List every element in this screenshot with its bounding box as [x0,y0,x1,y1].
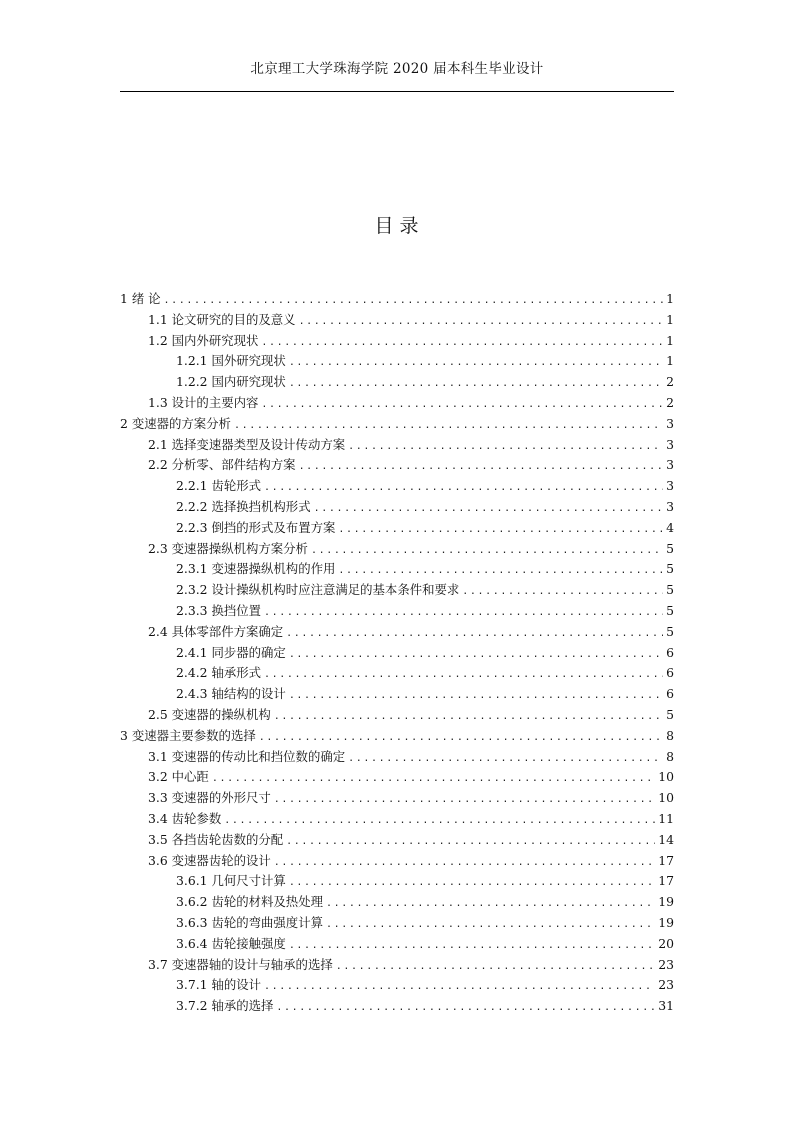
toc-entry[interactable] [120,476,674,497]
toc-entry[interactable] [120,435,674,456]
toc-entry-label: 1.2.1 国外研究现状 [176,353,286,369]
table-of-contents [120,289,674,1017]
toc-leader-dots [261,333,663,354]
toc-entry-label: 2 变速器的方案分析 [120,415,231,431]
running-header: 北京理工大学珠海学院 2020 届本科生毕业设计 [250,61,544,77]
toc-leader-dots [289,645,663,666]
toc-entry-page: 5 [666,706,674,722]
toc-entry[interactable] [120,851,674,872]
toc-entry-page: 2 [666,394,674,410]
toc-entry-page: 23 [658,956,674,972]
toc-entry[interactable] [120,559,674,580]
toc-entry-label: 2.3.1 变速器操纵机构的作用 [176,561,336,577]
toc-entry[interactable] [120,747,674,768]
toc-entry-label: 2.4 具体零部件方案确定 [148,623,284,639]
toc-entry-label: 2.3.3 换挡位置 [176,602,262,618]
toc-leader-dots [264,977,655,998]
toc-leader-dots [326,915,655,936]
toc-entry-page: 8 [666,727,674,743]
toc-entry-page: 1 [666,311,674,327]
toc-leader-dots [289,936,655,957]
toc-entry-label: 3.4 齿轮参数 [148,810,222,826]
toc-entry[interactable] [120,871,674,892]
toc-entry[interactable] [120,622,674,643]
toc-leader-dots [462,582,663,603]
toc-entry-page: 3 [666,457,674,473]
toc-entry[interactable] [120,975,674,996]
toc-entry-label: 3.7.1 轴的设计 [176,977,262,993]
toc-entry-label: 2.4.2 轴承形式 [176,665,262,681]
toc-entry-label: 1.3 设计的主要内容 [148,394,259,410]
toc-entry-label: 3.1 变速器的传动比和挡位数的确定 [148,748,346,764]
toc-entry-page: 10 [658,790,674,806]
toc-leader-dots [274,790,655,811]
toc-entry[interactable] [120,643,674,664]
toc-entry[interactable] [120,767,674,788]
toc-leader-dots [274,707,663,728]
toc-entry-page: 19 [658,914,674,930]
toc-entry-page: 20 [658,935,674,951]
toc-leader-dots [264,478,663,499]
toc-entry-label: 3.3 变速器的外形尺寸 [148,790,271,806]
toc-entry-page: 1 [666,332,674,348]
toc-entry-label: 2.2.1 齿轮形式 [176,478,262,494]
toc-entry-page: 10 [658,769,674,785]
toc-leader-dots [338,561,663,582]
toc-entry-page: 1 [666,291,674,306]
toc-entry-page: 4 [666,519,674,535]
toc-leader-dots [286,624,663,645]
toc-entry[interactable] [120,455,674,476]
toc-entry[interactable] [120,372,674,393]
toc-leader-dots [261,395,663,416]
toc-entry-page: 2 [666,374,674,390]
toc-entry-page: 17 [658,873,674,889]
toc-leader-dots [311,541,663,562]
toc-entry-label: 3.5 各挡齿轮齿数的分配 [148,831,284,847]
toc-entry-label: 3.6.3 齿轮的弯曲强度计算 [176,914,323,930]
toc-leader-dots [212,769,655,790]
toc-leader-dots [336,957,655,978]
toc-entry[interactable] [120,684,674,705]
toc-entry-page: 3 [666,478,674,494]
toc-leader-dots [276,998,655,1019]
toc-entry-label: 3.7.2 轴承的选择 [176,998,274,1014]
toc-entry-label: 2.2 分析零、部件结构方案 [148,457,296,473]
toc-leader-dots [299,457,663,478]
toc-entry-label: 2.3 变速器操纵机构方案分析 [148,540,308,556]
toc-entry[interactable] [120,331,674,352]
toc-entry-label: 3.2 中心距 [148,769,209,785]
toc-entry[interactable] [120,788,674,809]
toc-entry[interactable] [120,892,674,913]
toc-entry-page: 11 [658,810,674,826]
toc-entry-page: 23 [658,977,674,993]
toc-entry-label: 3.6.4 齿轮接触强度 [176,935,286,951]
toc-entry[interactable] [120,518,674,539]
toc-entry[interactable] [120,705,674,726]
toc-leader-dots [289,374,663,395]
header-rule [120,91,674,92]
toc-entry[interactable] [120,601,674,622]
toc-entry-label: 1.2 国内外研究现状 [148,332,259,348]
toc-entry-page: 1 [666,353,674,369]
toc-entry-label: 1 绪 论 [120,291,161,306]
toc-entry-page: 3 [666,498,674,514]
toc-leader-dots [264,603,663,624]
toc-entry[interactable] [120,726,674,747]
toc-entry[interactable] [120,934,674,955]
toc-entry-label: 3.6 变速器齿轮的设计 [148,852,271,868]
toc-entry-label: 1.1 论文研究的目的及意义 [148,311,296,327]
toc-leader-dots [348,749,663,770]
toc-entry-label: 3.6.2 齿轮的材料及热处理 [176,894,323,910]
toc-entry-page: 6 [666,686,674,702]
toc-entry-page: 5 [666,582,674,598]
toc-entry-label: 2.4.3 轴结构的设计 [176,686,286,702]
toc-entry[interactable] [120,289,674,310]
toc-entry-page: 14 [658,831,674,847]
toc-entry-page: 5 [666,602,674,618]
toc-entry[interactable] [120,414,674,435]
toc-entry-page: 5 [666,623,674,639]
toc-leader-dots [259,728,663,749]
toc-entry[interactable] [120,913,674,934]
toc-leader-dots [274,853,655,874]
toc-entry[interactable] [120,955,674,976]
toc-entry-label: 2.2.2 选择换挡机构形式 [176,498,311,514]
toc-entry[interactable] [120,310,674,331]
toc-entry-label: 2.2.3 倒挡的形式及布置方案 [176,519,336,535]
toc-leader-dots [338,520,663,541]
toc-entry-page: 3 [666,436,674,452]
toc-leader-dots [299,312,663,333]
toc-leader-dots [348,437,663,458]
toc-title: 目 录 [374,215,419,237]
toc-entry-label: 3 变速器主要参数的选择 [120,727,256,743]
toc-leader-dots [224,811,655,832]
toc-entry[interactable] [120,497,674,518]
toc-leader-dots [289,873,655,894]
toc-entry[interactable] [120,580,674,601]
toc-entry[interactable] [120,351,674,372]
toc-leader-dots [289,686,663,707]
toc-leader-dots [264,665,663,686]
toc-entry-label: 1.2.2 国内研究现状 [176,374,286,390]
toc-entry[interactable] [120,663,674,684]
toc-leader-dots [326,894,655,915]
toc-entry-page: 6 [666,644,674,660]
toc-entry-label: 3.7 变速器轴的设计与轴承的选择 [148,956,333,972]
toc-entry-label: 2.1 选择变速器类型及设计传动方案 [148,436,346,452]
toc-entry-page: 3 [666,415,674,431]
toc-entry-page: 5 [666,540,674,556]
toc-entry-label: 2.5 变速器的操纵机构 [148,706,271,722]
toc-entry[interactable] [120,393,674,414]
toc-entry-page: 31 [658,998,674,1014]
toc-entry[interactable] [120,996,674,1017]
toc-entry-page: 8 [666,748,674,764]
toc-entry-label: 2.4.1 同步器的确定 [176,644,286,660]
toc-leader-dots [286,832,655,853]
toc-leader-dots [289,353,663,374]
toc-entry-page: 5 [666,561,674,577]
toc-entry[interactable] [120,830,674,851]
toc-leader-dots [234,416,663,437]
toc-entry-label: 3.6.1 几何尺寸计算 [176,873,286,889]
toc-entry-page: 17 [658,852,674,868]
toc-entry-page: 6 [666,665,674,681]
toc-entry-label: 2.3.2 设计操纵机构时应注意满足的基本条件和要求 [176,582,460,598]
toc-leader-dots [314,499,663,520]
toc-entry[interactable] [120,809,674,830]
toc-leader-dots [164,291,663,312]
toc-entry-page: 19 [658,894,674,910]
toc-entry[interactable] [120,539,674,560]
